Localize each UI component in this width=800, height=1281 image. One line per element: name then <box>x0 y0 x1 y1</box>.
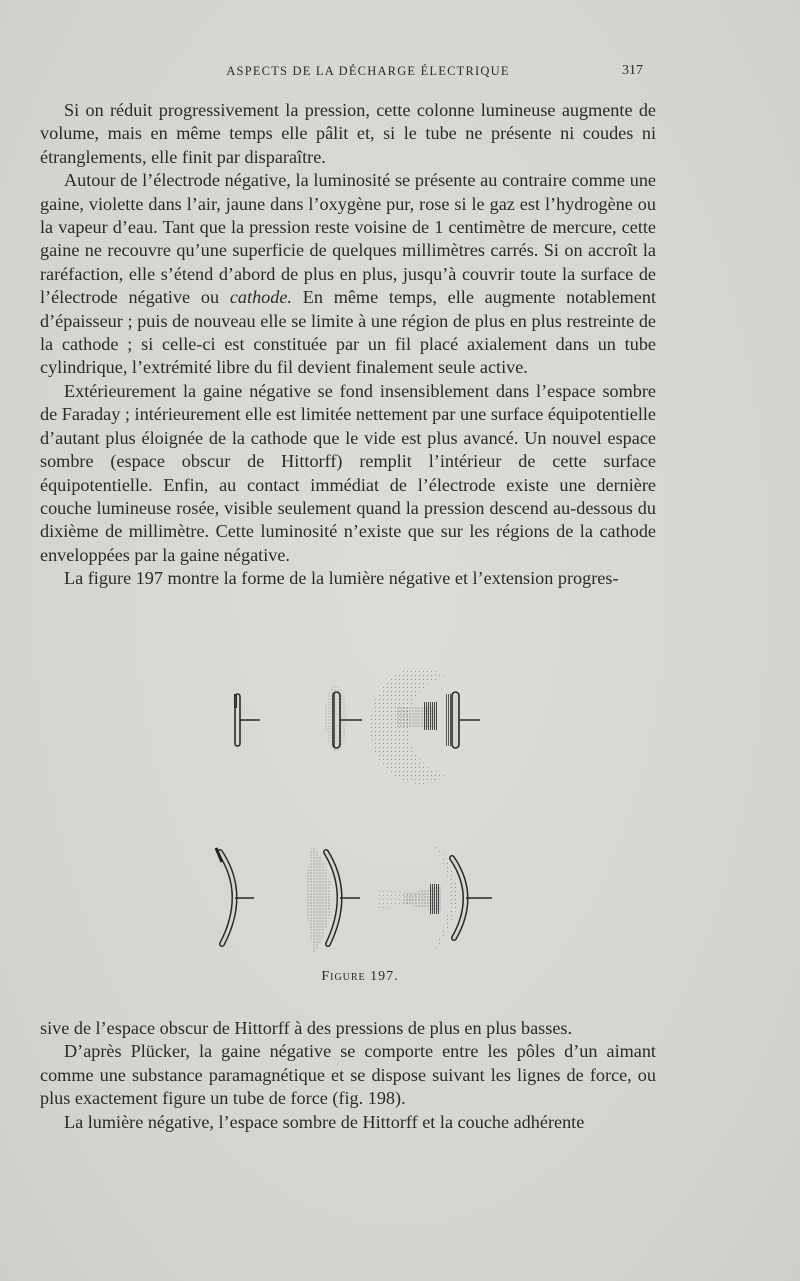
paragraph: Autour de l’électrode négative, la luminosité se présente au contraire comme une gaine, violette dans l’air, jaune dans l’oxygène pur, rose si le gaz est l’hydrogène ou la vapeur d’eau. Tant que la pression reste voisine de 1 centimètre de mercure, cette gaine ne recouvre qu’une superficie de quelques millimètres carrés. Si on accroît la raréfaction, elle s’étend d’abord de plus en plus, jusqu’à couvrir toute la surface de l’électrode négative ou cathode. En même temps, elle augmente notablement d’épaisseur ; puis de nouveau elle se limite à une région de plus en plus restreinte de la cathode ; si celle-ci est constituée par un fil placé axialement dans un tube cylindrique, l’extrémité libre du fil devient finalement seule active. <box>40 170 657 378</box>
cathode-diagram-5 <box>306 844 360 954</box>
figure-caption: Figure 197. <box>321 969 399 984</box>
running-head-title: ASPECTS DE LA DÉCHARGE ÉLECTRIQUE <box>226 64 510 78</box>
paragraph: D’après Plücker, la gaine négative se comporte entre les pôles d’un aimant comme une substance paramagnétique et se dispose suivant les lignes de force, ou plus exactement figure un tube de force (fig. 198). <box>40 1041 656 1109</box>
paragraph: Si on réduit progressivement la pression, cette colonne lumineuse augmente de volume, mais en même temps elle pâlit et, si le tube ne présente ni coudes ni étranglements, elle finit par disparaître. <box>40 100 656 167</box>
cathode-diagram-4 <box>216 848 254 944</box>
running-head <box>40 64 656 79</box>
paragraph: Extérieurement la gaine négative se fond insensiblement dans l’espace sombre de Faraday ; intérieurement elle est limitée nettement par une surface équipotentielle d’autant plus éloignée de la cathode que le vide est plus avancé. Un nouvel espace sombre (espace obscur de Hittorff) remplit l’intérieur de cette surface équipotentielle. Enfin, au contact immédiat de l’électrode existe une dernière couche lumineuse rosée, visible seulement quand la pression descend au-dessous du dixième de millimètre. Cette luminosité n’existe que sur les régions de la cathode enveloppées par la gaine négative. <box>40 380 656 565</box>
body-text-top <box>40 99 656 591</box>
body-text-bottom <box>40 1017 656 1134</box>
cathode-diagram-3 <box>370 668 480 784</box>
cathode-diagram-2 <box>325 685 362 751</box>
figure-197-illustration <box>190 662 510 974</box>
page-number: 317 <box>622 63 643 78</box>
paragraph: La figure 197 montre la forme de la lumière négative et l’extension progres- <box>64 568 619 589</box>
cathode-diagram-1 <box>234 694 260 746</box>
paragraph: La lumière négative, l’espace sombre de Hittorff et la couche adhérente <box>64 1111 585 1132</box>
paragraph: sive de l’espace obscur de Hittorff à des pressions de plus en plus basses. <box>40 1018 573 1038</box>
italic-term: cathode. <box>229 287 292 308</box>
cathode-diagram-6 <box>376 840 492 958</box>
